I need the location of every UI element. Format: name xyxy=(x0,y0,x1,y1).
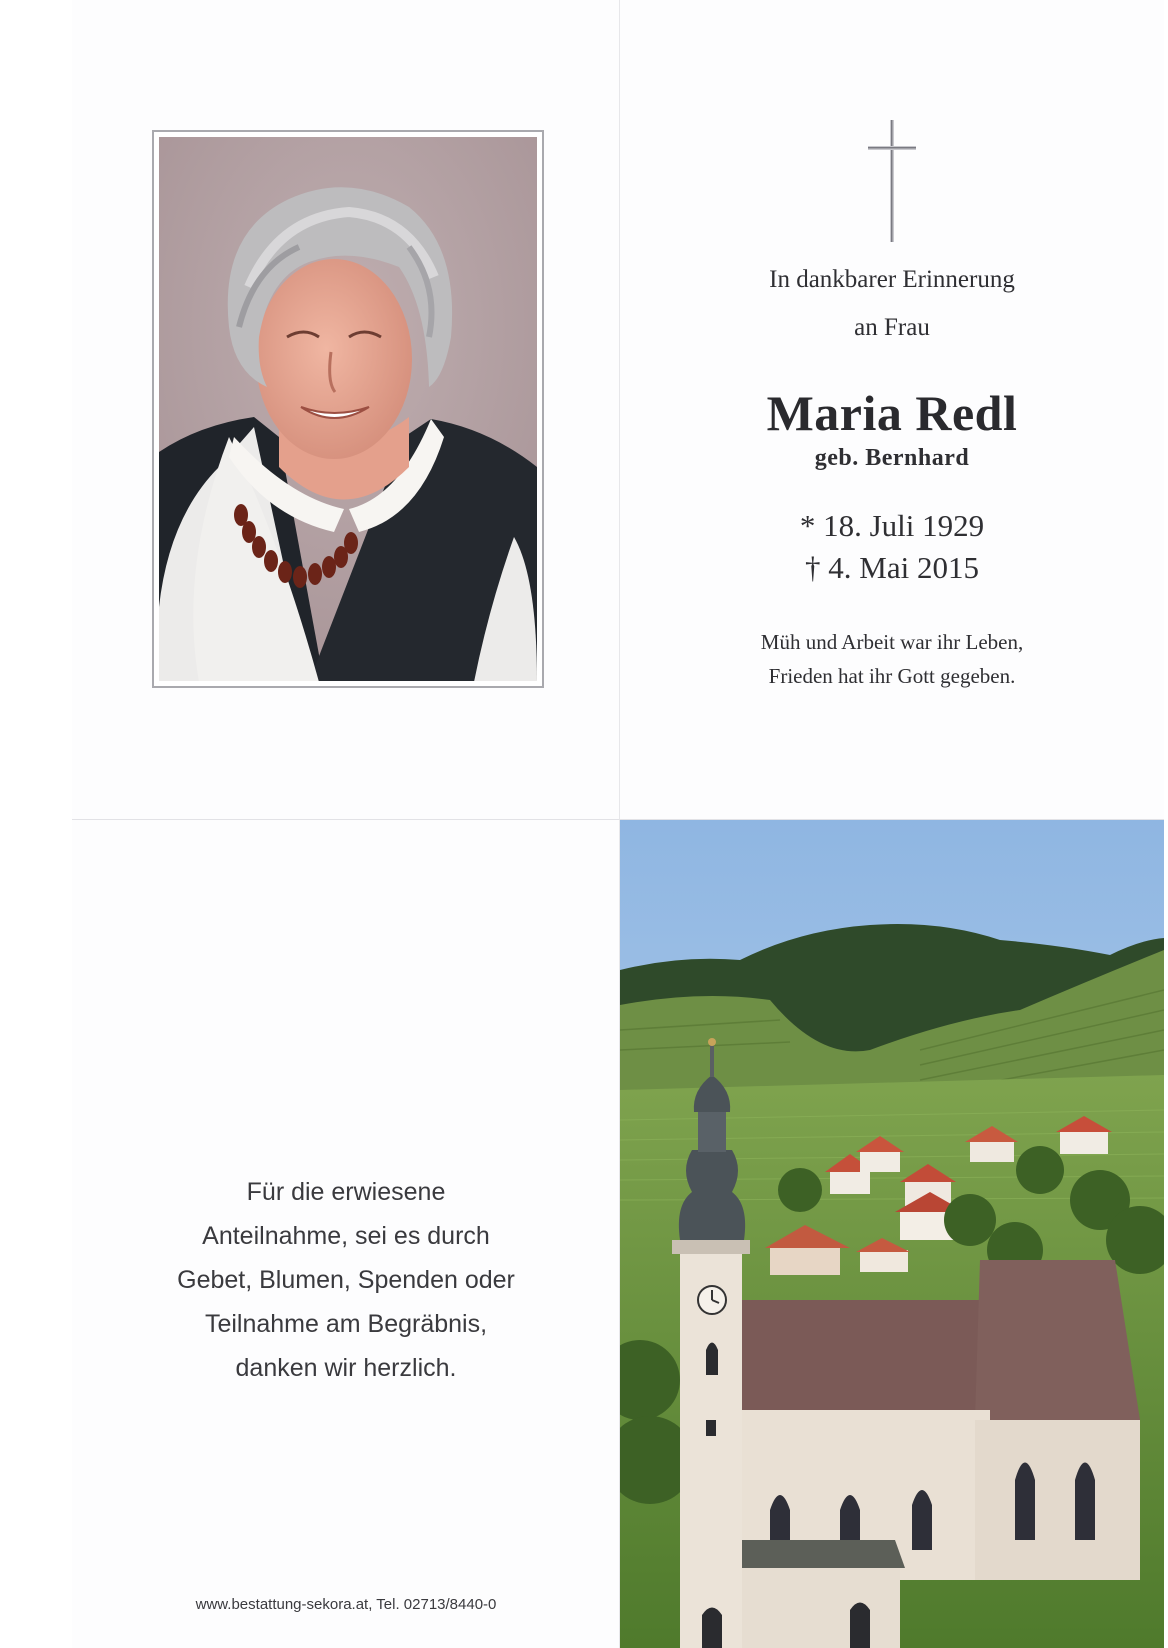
birth-date: * 18. Juli 1929 xyxy=(799,508,985,543)
thanks-line: danken wir herzlich. xyxy=(235,1354,457,1382)
thanks-panel xyxy=(72,820,620,1648)
church-photo-panel xyxy=(620,820,1164,1648)
portrait-photo xyxy=(159,137,537,681)
thanks-line: Für die erwiesene xyxy=(246,1178,446,1206)
thanks-line: Anteilnahme, sei es durch xyxy=(202,1222,490,1250)
verse-line: Frieden hat ihr Gott gegeben. xyxy=(768,664,1016,688)
thanks-line: Gebet, Blumen, Spenden oder xyxy=(177,1266,515,1294)
portrait-panel xyxy=(72,0,620,820)
death-date: † 4. Mai 2015 xyxy=(805,550,979,585)
portrait-frame xyxy=(152,130,544,688)
memorial-text-panel xyxy=(620,0,1164,820)
thanks-line: Teilnahme am Begräbnis, xyxy=(204,1310,488,1338)
funeral-home-contact: www.bestattung-sekora.at, Tel. 02713/8440-0 xyxy=(195,1596,497,1613)
latin-cross-icon xyxy=(868,120,916,242)
maiden-name: geb. Bernhard xyxy=(814,445,970,471)
verse-line: Müh und Arbeit war ihr Leben, xyxy=(760,630,1024,654)
church-landscape-photo xyxy=(620,820,1164,1648)
deceased-name: Maria Redl xyxy=(766,385,1018,441)
memory-subheading: an Frau xyxy=(854,314,930,341)
memory-heading: In dankbarer Erinnerung xyxy=(769,266,1015,293)
